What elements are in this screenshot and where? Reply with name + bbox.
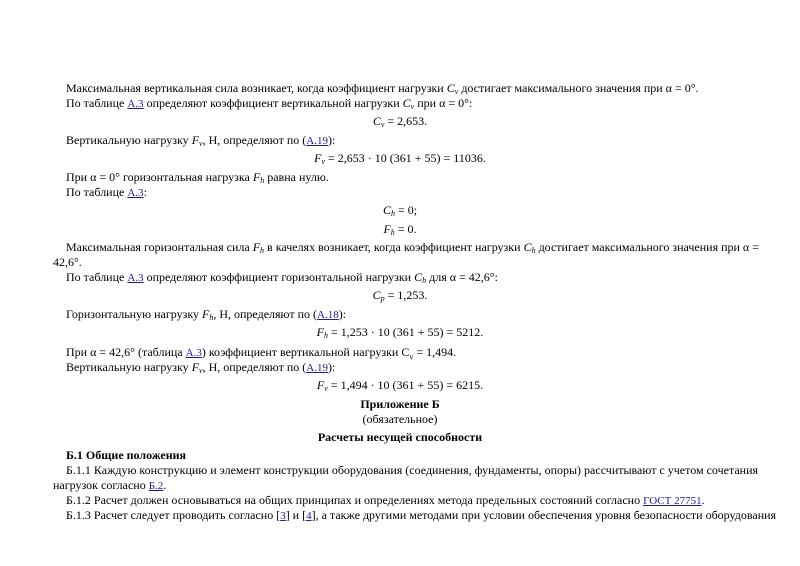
text-segment: Вертикальную нагрузку <box>66 360 192 374</box>
text-segment: Горизонтальную нагрузку <box>66 307 202 321</box>
reference-link[interactable]: ГОСТ 27751 <box>643 495 702 507</box>
symbol-subscript: h <box>422 276 427 285</box>
formula-line <box>0 412 800 426</box>
symbol-subscript: v <box>454 87 459 96</box>
symbol-letter: C <box>446 81 455 95</box>
math-symbol <box>314 151 325 165</box>
symbol-letter: C <box>402 96 411 110</box>
text-segment: По таблице <box>66 96 128 110</box>
symbol-letter: C <box>372 114 381 128</box>
text-segment: , Н, определяют по ( <box>202 133 307 147</box>
math-symbol <box>192 360 203 374</box>
symbol-subscript: v <box>199 366 203 375</box>
math-symbol <box>524 240 536 254</box>
text-segment: . <box>163 478 167 492</box>
text-line <box>66 270 498 285</box>
text-segment: При α = 0° горизонтальная нагрузка <box>66 170 253 184</box>
text-segment: при α = 0°: <box>414 96 473 110</box>
reference-link[interactable]: А.19 <box>306 135 328 147</box>
text-segment: (обязательное) <box>362 412 438 426</box>
text-line <box>66 81 699 95</box>
text-segment: , Н, определяют по ( <box>213 307 317 321</box>
symbol-subscript: v <box>199 139 203 148</box>
text-segment: = 0; <box>394 203 418 217</box>
math-symbol <box>373 114 385 128</box>
text-segment: нагрузок согласно <box>53 478 149 492</box>
text-segment: Приложение Б <box>360 397 440 411</box>
heading-line <box>0 397 800 411</box>
text-segment: Б.1.2 Расчет должен основываться на общих принципах и определениях метода предельных состояний согласно <box>66 493 644 507</box>
math-symbol <box>403 96 415 110</box>
text-segment: Расчеты несущей способности <box>317 430 483 444</box>
math-symbol <box>253 240 264 254</box>
text-segment: По таблице <box>66 270 128 284</box>
symbol-letter: F <box>383 222 391 236</box>
symbol-letter: F <box>316 325 325 339</box>
text-segment: Б.1 Общие положения <box>66 448 187 462</box>
formula-line <box>0 378 800 392</box>
text-segment: определяют коэффициент вертикальной нагрузки <box>143 96 403 110</box>
text-segment: определяют коэффициент горизонтальной нагрузки <box>143 270 415 284</box>
text-segment: ], а также другими методами при условии обеспечения уровня безопасности оборудования <box>311 508 777 522</box>
formula-line <box>0 151 800 165</box>
text-segment: Максимальная горизонтальная сила <box>66 240 253 254</box>
reference-link[interactable]: А.3 <box>127 187 144 199</box>
symbol-subscript: v <box>321 157 326 166</box>
symbol-letter: C <box>414 270 423 284</box>
text-line <box>66 170 329 184</box>
symbol-letter: F <box>316 378 325 392</box>
text-segment: , Н, определяют по ( <box>202 360 307 374</box>
math-symbol <box>192 133 203 147</box>
text-line <box>66 133 335 148</box>
text-segment: = 2,653. <box>384 114 428 128</box>
text-line <box>66 307 346 322</box>
text-segment: Вертикальную нагрузку <box>66 133 192 147</box>
reference-link[interactable]: 3 <box>280 510 286 522</box>
symbol-subscript: v <box>380 120 385 129</box>
text-segment: Б.1.3 Расчет следует проводить согласно [ <box>66 508 281 522</box>
math-symbol <box>317 378 328 392</box>
text-segment: ): <box>338 307 347 321</box>
math-symbol <box>202 307 213 321</box>
formula-line <box>0 114 800 128</box>
text-segment: По таблице <box>66 185 128 199</box>
symbol-subscript: h <box>209 313 214 322</box>
text-segment: = 1,494 · 10 (361 + 55) = 6215. <box>327 378 484 392</box>
symbol-letter: F <box>201 307 210 321</box>
text-segment: = 2,653 · 10 (361 + 55) = 11036. <box>325 151 486 165</box>
text-line <box>66 240 759 255</box>
text-segment: 42,6°. <box>53 255 82 269</box>
symbol-subscript: h <box>531 246 536 255</box>
text-segment: ) коэффициент вертикальной нагрузки C <box>201 345 410 359</box>
text-segment: : <box>143 185 147 199</box>
symbol-letter: F <box>191 133 200 147</box>
formula-line <box>0 203 800 217</box>
text-line <box>53 255 82 269</box>
text-line <box>66 96 472 111</box>
heading-line <box>66 448 186 462</box>
formula-line <box>0 222 800 236</box>
text-segment: для α = 42,6°: <box>426 270 498 284</box>
math-symbol <box>317 325 328 339</box>
math-symbol <box>414 270 426 284</box>
text-line <box>53 478 166 493</box>
text-line <box>66 185 147 200</box>
reference-link[interactable]: А.3 <box>127 98 144 110</box>
text-segment: ] и [ <box>285 508 307 522</box>
symbol-subscript: v <box>410 102 415 111</box>
text-segment: ): <box>327 360 336 374</box>
symbol-subscript: p <box>380 294 385 303</box>
text-line <box>66 508 777 523</box>
text-segment: достигает максимального значения при α = <box>535 240 759 254</box>
reference-link[interactable]: А.3 <box>185 347 202 359</box>
text-segment: При α = 42,6° (таблица <box>66 345 186 359</box>
text-segment: = 1,253. <box>384 288 428 302</box>
math-symbol <box>253 170 264 184</box>
formula-line <box>0 325 800 339</box>
symbol-subscript: v <box>324 384 328 393</box>
symbol-subscript: h <box>260 246 265 255</box>
heading-line <box>0 430 800 444</box>
symbol-letter: C <box>523 240 532 254</box>
text-line <box>66 360 335 375</box>
text-segment: Б.1.1 Каждую конструкцию и элемент конструкции оборудования (соединения, фундаменты, опоры) рассчитывают с учетом сочетания <box>66 463 759 477</box>
math-symbol <box>447 81 459 95</box>
symbol-subscript: h <box>390 228 395 237</box>
text-segment: в качелях возникает, когда коэффициент нагрузки <box>264 240 524 254</box>
text-segment: = 0. <box>394 222 417 236</box>
symbol-letter: C <box>372 288 381 302</box>
symbol-letter: F <box>252 240 261 254</box>
symbol-subscript: h <box>260 176 265 185</box>
text-segment: = 1,494. <box>413 345 457 359</box>
math-symbol <box>383 222 394 236</box>
symbol-subscript: h <box>390 209 395 218</box>
formula-line <box>0 288 800 302</box>
reference-link[interactable]: А.19 <box>306 362 328 374</box>
reference-link[interactable]: Б.2 <box>148 480 164 492</box>
reference-link[interactable]: А.3 <box>127 272 144 284</box>
text-line <box>66 463 759 477</box>
text-segment: достигает максимального значения при α = 0°. <box>458 81 699 95</box>
symbol-letter: F <box>314 151 322 165</box>
reference-link[interactable]: 4 <box>306 510 312 522</box>
text-segment: = 1,253 · 10 (361 + 55) = 5212. <box>328 325 484 339</box>
math-symbol <box>383 203 395 217</box>
text-line <box>66 493 705 508</box>
text-segment: Максимальная вертикальная сила возникает, когда коэффициент нагрузки <box>66 81 447 95</box>
math-symbol <box>373 288 385 302</box>
text-segment: . <box>701 493 705 507</box>
symbol-letter: F <box>191 360 200 374</box>
symbol-letter: C <box>382 203 391 217</box>
reference-link[interactable]: А.18 <box>317 309 339 321</box>
symbol-letter: F <box>252 170 261 184</box>
text-segment: ): <box>327 133 336 147</box>
text-segment: равна нулю. <box>264 170 329 184</box>
subscript: v <box>409 352 414 362</box>
symbol-subscript: h <box>324 331 329 340</box>
